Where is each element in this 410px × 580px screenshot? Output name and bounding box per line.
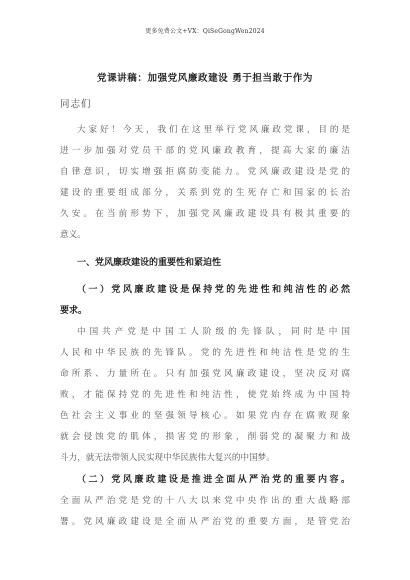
paragraph-line: 署。党风廉政建设是全面从严治党的重要方面，是管党治 [60,516,350,527]
subsection-heading: （二）党风廉政建设是推进全面从严治党的重要内容。 [77,474,350,485]
paragraph-line: 败，才能保持党的先进性和纯洁性，使党始终成为中国特 [60,390,350,401]
paragraph-line: 色社会主义事业的坚强领导核心。如果党内存在腐败现象 [60,411,350,422]
paragraph-line: 大家好！今天，我们在这里举行党风廉政党课，目的是 [77,125,350,135]
paragraph-line: 建设的重要组成部分，关系到党的生死存亡和国家的长治 [60,188,350,199]
document-body [60,120,350,533]
paragraph-line: 人民和中华民族的先锋队。党的先进性和纯洁性是党的生 [60,347,350,358]
paragraph-line: 意义。 [60,230,86,241]
paragraph-line: 久安。在当前形势下，加强党风廉政建设具有极其重要的 [60,209,350,220]
paragraph-line: 中国共产党是中国工人阶级的先锋队，同时是中国 [77,326,350,337]
greeting: 同志们 [60,99,92,110]
paragraph-line: 斗力，就无法带领人民实现中华民族伟大复兴的中国梦。 [60,453,275,464]
paragraph-line: 命所系、力量所在。只有加强党风廉政建设，坚决反对腐 [60,369,350,380]
paragraph-line: 进一步加强对党员干部的党风廉政教育，提高大家的廉洁 [60,146,350,157]
page-header-note: 更多免费公文+VX：QiSeGongWen2024 [145,28,265,35]
paragraph-line: 就会侵蚀党的肌体，损害党的形象，削弱党的凝聚力和战 [60,432,350,443]
paragraph-line: 全面从严治党是党的十八大以来党中央作出的重大战略部 [60,495,350,506]
section-heading: 一、党风廉政建设的重要性和紧迫性 [77,257,222,268]
subsection-heading: 要求。 [60,305,88,316]
page-title: 党课讲稿：加强党风廉政建设 勇于担当敢于作为 [96,73,313,84]
paragraph-line: 自律意识，切实增强拒腐防变能力。党风廉政建设是党的 [60,167,350,178]
subsection-heading: （一）党风廉政建设是保持党的先进性和纯洁性的必然 [77,284,350,295]
